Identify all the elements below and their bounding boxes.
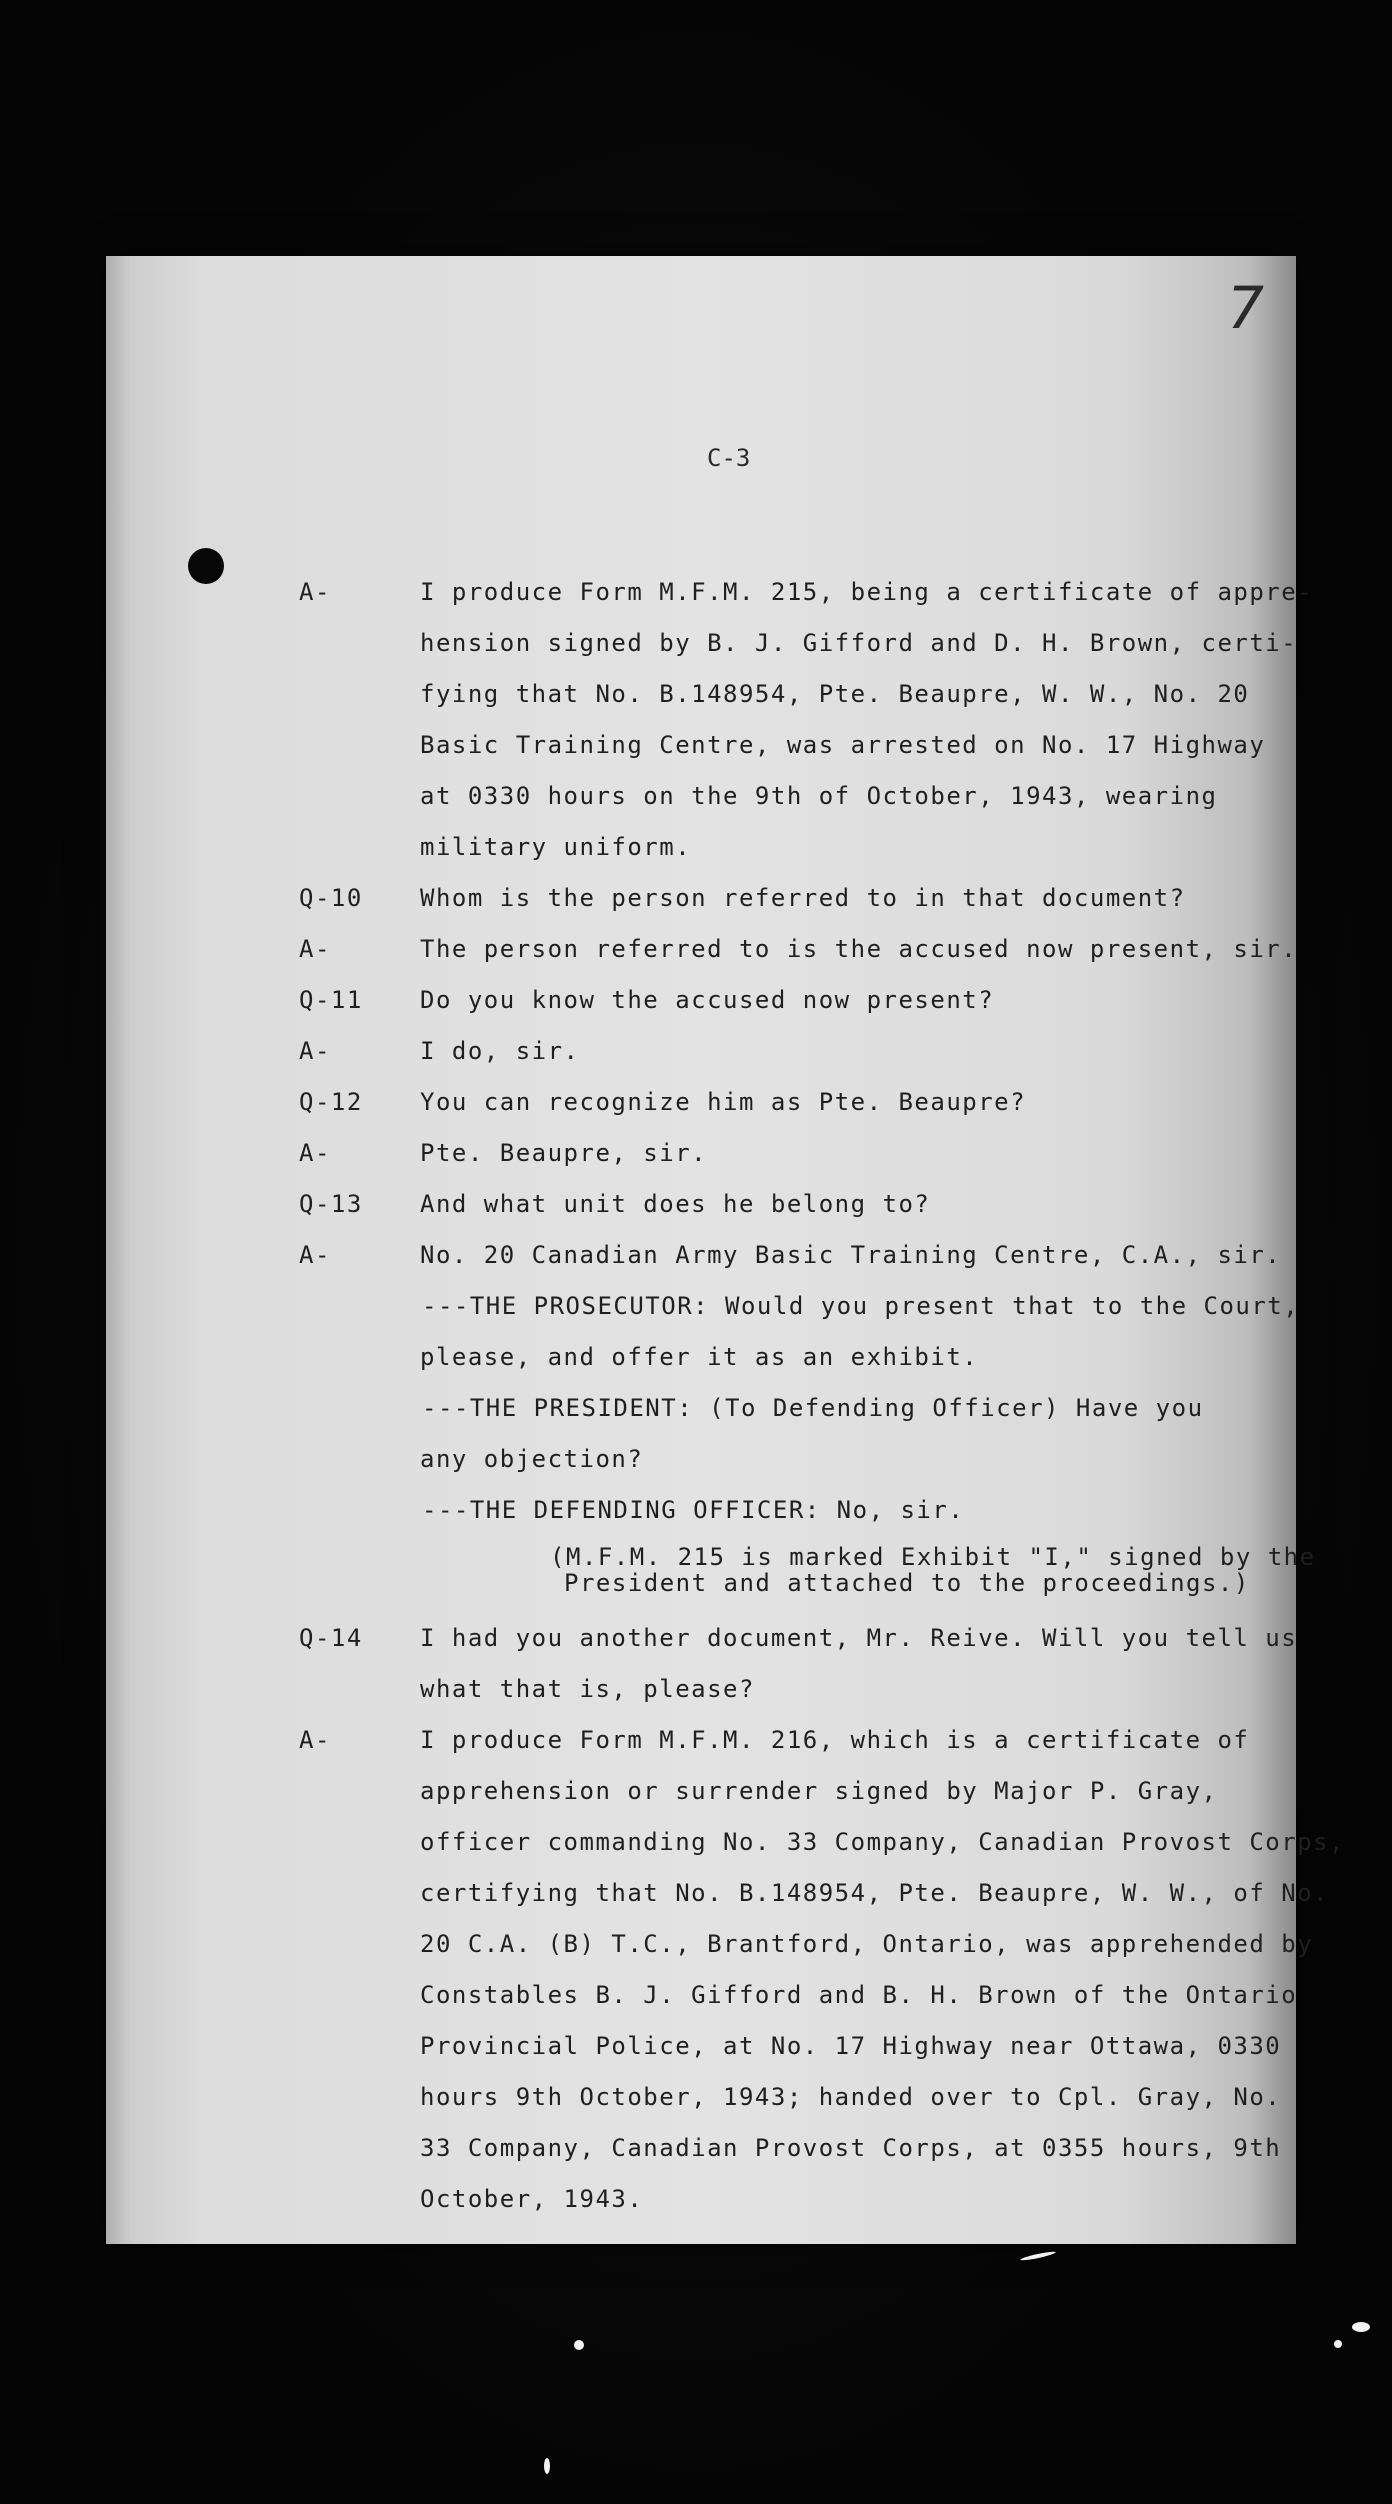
line-text: Pte. Beaupre, sir. [420,1139,708,1167]
line-label: Q-13 [299,1190,363,1218]
line-label: A- [299,1241,331,1269]
line-text: Do you know the accused now present? [420,986,995,1014]
line-label: Q-10 [299,884,363,912]
line-label: A- [299,935,331,963]
dust-speck [574,2340,584,2350]
punch-hole [188,548,224,584]
dust-speck [544,2458,550,2474]
line-label: Q-14 [299,1624,363,1652]
page-code: C-3 [707,444,751,472]
line-text: at 0330 hours on the 9th of October, 1943, wearing [420,782,1218,810]
line-text: hours 9th October, 1943; handed over to Cpl. Gray, No. [420,2083,1282,2111]
line-text: And what unit does he belong to? [420,1190,931,1218]
line-label: A- [299,1726,331,1754]
exhibit-note: (M.F.M. 215 is marked Exhibit "I," signed by the [550,1543,1316,1571]
line-text: certifying that No. B.148954, Pte. Beaupre, W. W., of No. [420,1879,1330,1907]
line-text: ---THE PROSECUTOR: Would you present that to the Court, [422,1292,1300,1320]
line-text: No. 20 Canadian Army Basic Training Centre, C.A., sir. [420,1241,1282,1269]
line-text: officer commanding No. 33 Company, Canadian Provost Corps, [420,1828,1346,1856]
line-label: Q-12 [299,1088,363,1116]
line-text: hension signed by B. J. Gifford and D. H. Brown, certi- [420,629,1298,657]
line-text: Provincial Police, at No. 17 Highway near Ottawa, 0330 [420,2032,1282,2060]
line-text: military uniform. [420,833,692,861]
line-text: fying that No. B.148954, Pte. Beaupre, W. W., No. 20 [420,680,1250,708]
line-label: A- [299,1139,331,1167]
dust-speck [1020,2250,1056,2261]
handwritten-page-number: 7 [1227,274,1264,342]
line-text: please, and offer it as an exhibit. [420,1343,979,1371]
page-edge-shadow [106,256,132,2244]
line-text: I had you another document, Mr. Reive. Will you tell us [420,1624,1298,1652]
line-text: ---THE PRESIDENT: (To Defending Officer) Have you [422,1394,1204,1422]
line-text: I produce Form M.F.M. 215, being a certificate of appre- [420,578,1314,606]
line-text: 33 Company, Canadian Provost Corps, at 0355 hours, 9th [420,2134,1282,2162]
line-text: Whom is the person referred to in that document? [420,884,1186,912]
line-text: Basic Training Centre, was arrested on No. 17 Highway [420,731,1266,759]
line-text: ---THE DEFENDING OFFICER: No, sir. [422,1496,965,1524]
line-text: Constables B. J. Gifford and B. H. Brown of the Ontario [420,1981,1298,2009]
line-text: I do, sir. [420,1037,580,1065]
line-text: October, 1943. [420,2185,644,2213]
line-text: The person referred to is the accused now present, sir. [420,935,1298,963]
line-text: 20 C.A. (B) T.C., Brantford, Ontario, was apprehended by [420,1930,1314,1958]
line-text: I produce Form M.F.M. 216, which is a certificate of [420,1726,1250,1754]
line-text: apprehension or surrender signed by Major P. Gray, [420,1777,1218,1805]
exhibit-note: President and attached to the proceedings.) [564,1569,1250,1597]
dust-speck [1334,2340,1342,2348]
line-label: A- [299,1037,331,1065]
line-text: what that is, please? [420,1675,755,1703]
line-text: any objection? [420,1445,644,1473]
line-label: A- [299,578,331,606]
dust-speck [1352,2322,1370,2332]
line-text: You can recognize him as Pte. Beaupre? [420,1088,1027,1116]
typed-page [106,256,1346,2244]
line-label: Q-11 [299,986,363,1014]
